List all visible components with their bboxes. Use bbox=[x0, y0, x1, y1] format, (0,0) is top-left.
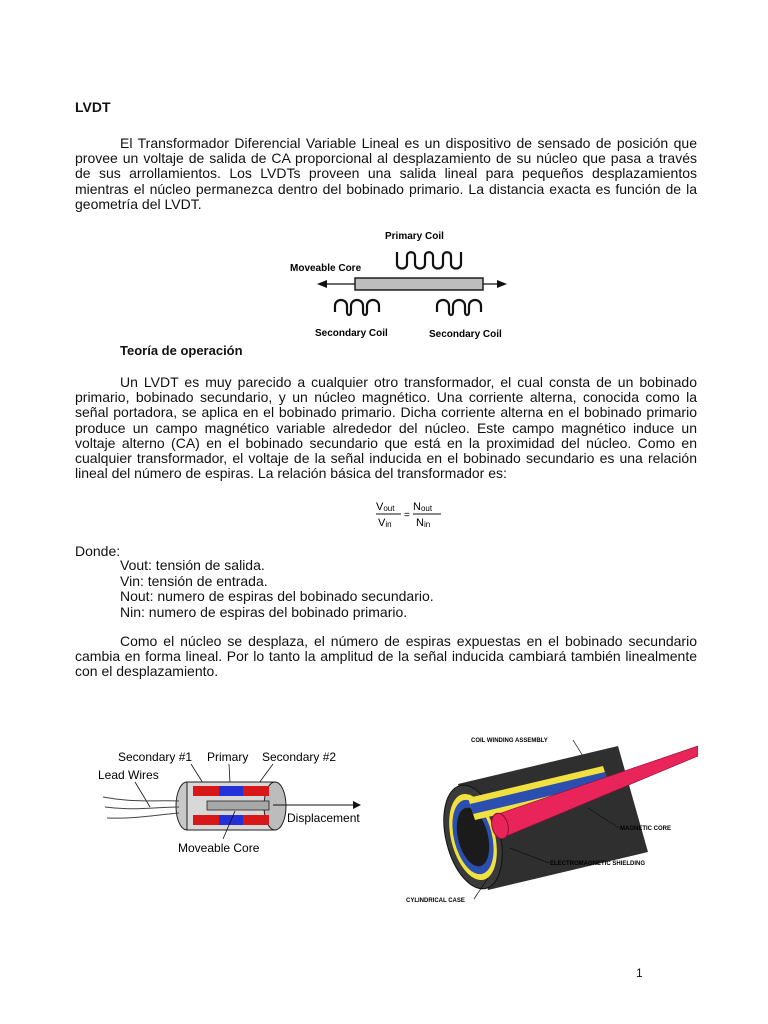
electromagnetic-shielding-label: ELECTROMAGNETIC SHIELDING bbox=[550, 861, 646, 867]
definition-list bbox=[120, 558, 434, 620]
moveable-core-label: Moveable Core bbox=[178, 841, 260, 855]
donde-label: Donde: bbox=[75, 543, 121, 559]
magnetic-core-label: MAGNETIC CORE bbox=[620, 826, 671, 832]
primary-label: Primary bbox=[207, 750, 249, 764]
cylindrical-case-label: CYLINDRICAL CASE bbox=[406, 898, 465, 904]
secondary-coil-right-drawing bbox=[437, 300, 481, 315]
lead-wires-label: Lead Wires bbox=[98, 768, 159, 782]
secondary1-label: Secondary #1 bbox=[118, 750, 193, 764]
arrow-right-head bbox=[497, 280, 507, 288]
primary-coil-drawing bbox=[397, 252, 461, 269]
secondary2-coil-lower bbox=[243, 815, 269, 825]
displacement-arrow-head bbox=[353, 801, 361, 809]
formula-lhs-denominator: Vin bbox=[378, 517, 392, 529]
secondary-coil-right-label: Secondary Coil bbox=[429, 329, 502, 340]
secondary2-coil bbox=[243, 786, 269, 796]
lead-wire bbox=[107, 813, 179, 818]
secondary-coil-left-label: Secondary Coil bbox=[315, 328, 388, 339]
definition-item: Vin: tensión de entrada. bbox=[120, 572, 268, 589]
page-number: 1 bbox=[636, 966, 643, 980]
displacement-label: Displacement bbox=[287, 811, 360, 825]
lead-wire bbox=[105, 807, 179, 809]
formula-rhs-numerator: Nout bbox=[413, 501, 433, 513]
definition-item: Nout: numero de espiras del bobinado secundario. bbox=[120, 588, 434, 604]
leader-line bbox=[229, 764, 230, 783]
closing-paragraph: Como el núcleo se desplaza, el número de espiras expuestas en el bobinado secundario cambia en forma lineal. Por lo tanto la amplitud de la señal inducida cambiará también linealmente con el desplazamiento. bbox=[75, 633, 697, 680]
secondary1-coil bbox=[193, 786, 219, 796]
primary-coil-label: Primary Coil bbox=[385, 231, 444, 242]
document-title: LVDT bbox=[75, 99, 111, 115]
lvdt-schematic-figure bbox=[285, 226, 525, 342]
lvdt-cutaway-figure bbox=[95, 745, 370, 860]
definition-item: Nin: numero de espiras del bobinado primario. bbox=[120, 603, 408, 620]
definition-item: Vout: tensión de salida. bbox=[120, 557, 265, 573]
secondary-coil-left-drawing bbox=[335, 300, 379, 315]
moveable-core-label: Moveable Core bbox=[290, 263, 362, 274]
lvdt-3d-figure bbox=[398, 726, 698, 906]
transformer-formula bbox=[375, 498, 445, 532]
moveable-core-rod bbox=[355, 278, 483, 290]
leader-line bbox=[191, 764, 203, 783]
formula-lhs-numerator: Vout bbox=[376, 501, 395, 513]
leader-line bbox=[259, 764, 273, 783]
leader-line bbox=[135, 782, 150, 807]
section-title: Teoría de operación bbox=[120, 343, 243, 358]
secondary2-label: Secondary #2 bbox=[262, 750, 337, 764]
core-rod bbox=[207, 801, 269, 810]
formula-equals: = bbox=[404, 510, 410, 521]
coil-winding-assembly-label: COIL WINDING ASSEMBLY bbox=[471, 738, 548, 744]
arrow-left-head bbox=[317, 280, 327, 288]
lead-wire bbox=[103, 797, 179, 801]
intro-paragraph: El Transformador Diferencial Variable Lineal es un dispositivo de sensado de posición que provee un voltaje de salida de CA proporcional al desplazamiento de su núcleo que pasa a través de sus arrollamientos. Los LVDTs proveen una salida lineal para pequeños desplazamientos mientras el núcleo permanezca dentro del bobinado primario. La distancia exacta es función de la geometría del LVDT. bbox=[75, 135, 697, 212]
theory-paragraph: Un LVDT es muy parecido a cualquier otro transformador, el cual consta de un bobinado primario, bobinado secundario, y un núcleo magnético. Una corriente alterna, conocida como la señal portadora, se aplica en el bobinado primario. Dicha corriente alterna en el bobinado primario produce un campo magnético variable alrededor del núcleo. Este campo magnético induce un voltaje alterno (CA) en el bobinado secundario que está en la proximidad del núcleo. Como en cualquier transformador, el voltaje de la señal inducida en el bobinado secundario es una relación lineal del número de espiras. La relación básica del transformador es: bbox=[75, 374, 697, 482]
formula-rhs-denominator: Nin bbox=[416, 517, 431, 529]
primary-coil bbox=[219, 786, 243, 796]
secondary1-coil-lower bbox=[193, 815, 219, 825]
